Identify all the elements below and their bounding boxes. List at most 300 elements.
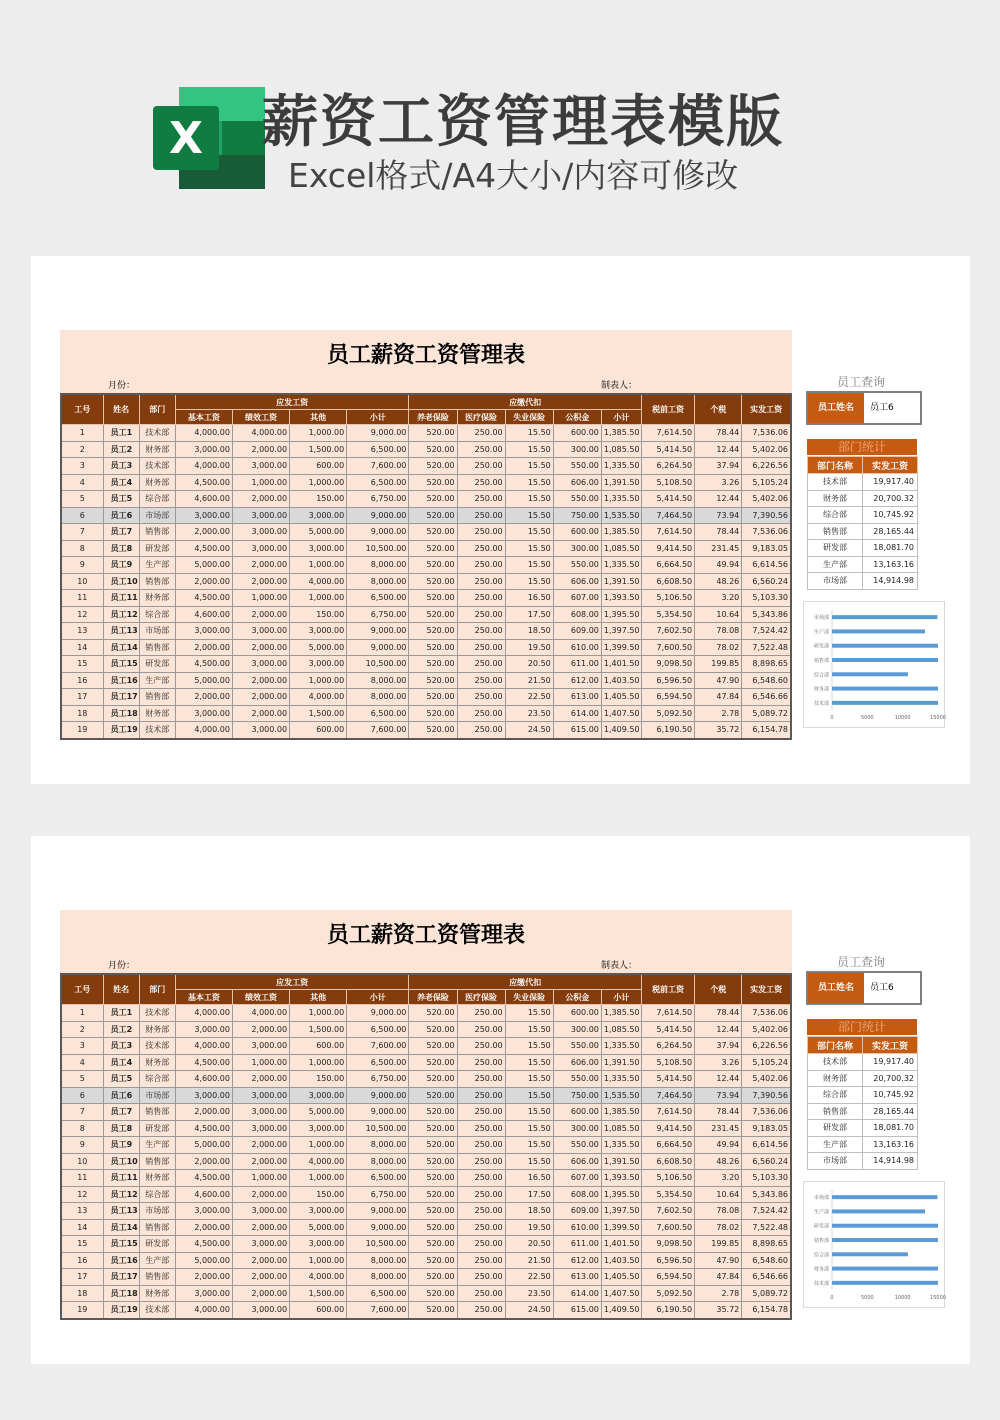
table-cell: 2,000.00 xyxy=(232,1219,289,1236)
table-cell: 613.00 xyxy=(553,1269,601,1286)
table-row xyxy=(61,656,791,673)
table-cell: 750.00 xyxy=(553,1087,601,1104)
table-cell: 37.94 xyxy=(695,1038,742,1055)
query-input[interactable]: 员工6 xyxy=(870,403,894,413)
table-cell: 550.00 xyxy=(553,1038,601,1055)
table-cell: 250.00 xyxy=(457,491,505,508)
chart-category-label: 研发部 xyxy=(813,1223,829,1230)
table-cell: 520.00 xyxy=(409,491,457,508)
table-cell: 1,535.50 xyxy=(601,507,641,524)
table-cell: 4,500.00 xyxy=(175,1236,232,1253)
table-cell: 250.00 xyxy=(457,507,505,524)
table-cell: 1,393.50 xyxy=(601,1170,641,1187)
table-cell: 10 xyxy=(61,573,103,590)
table-cell: 3,000.00 xyxy=(232,1087,289,1104)
table-cell: 7,614.50 xyxy=(642,1005,695,1022)
table-cell: 6,500.00 xyxy=(347,441,409,458)
table-cell: 520.00 xyxy=(409,1219,457,1236)
month-label: 月份： xyxy=(108,961,136,971)
query-label: 员工姓名 xyxy=(808,393,864,423)
table-cell: 78.02 xyxy=(695,1219,742,1236)
table-cell: 5,089.72 xyxy=(742,1285,791,1302)
table-cell: 1,335.50 xyxy=(601,1071,641,1088)
table-cell: 财务部 xyxy=(139,1054,175,1071)
table-cell: 600.00 xyxy=(553,1005,601,1022)
chart-tick-label: 10000 xyxy=(894,1295,911,1301)
table-cell: 8,898.65 xyxy=(742,1236,791,1253)
table-cell: 6,264.50 xyxy=(642,458,695,475)
table-cell: 9 xyxy=(61,557,103,574)
table-cell: 财务部 xyxy=(139,1021,175,1038)
table-row xyxy=(61,573,791,590)
table-cell: 520.00 xyxy=(409,623,457,640)
col-header: 失业保险 xyxy=(505,990,553,1005)
table-cell: 15 xyxy=(61,1236,103,1253)
table-cell: 4,000.00 xyxy=(175,425,232,442)
payroll-table xyxy=(60,973,792,1320)
table-cell: 10,500.00 xyxy=(347,1120,409,1137)
table-cell: 250.00 xyxy=(457,1021,505,1038)
table-cell: 2,000.00 xyxy=(232,491,289,508)
table-cell: 1,397.50 xyxy=(601,623,641,640)
table-row xyxy=(61,425,791,442)
table-row xyxy=(61,1252,791,1269)
table-cell: 250.00 xyxy=(457,623,505,640)
dept-name: 综合部 xyxy=(808,1087,863,1104)
table-cell: 3,000.00 xyxy=(232,458,289,475)
table-cell: 250.00 xyxy=(457,1269,505,1286)
table-cell: 5,414.50 xyxy=(642,1021,695,1038)
chart-bar xyxy=(832,644,938,648)
table-cell: 231.45 xyxy=(695,540,742,557)
table-cell: 7 xyxy=(61,1104,103,1121)
table-cell: 2,000.00 xyxy=(175,639,232,656)
table-cell: 250.00 xyxy=(457,672,505,689)
table-cell: 300.00 xyxy=(553,441,601,458)
table-row xyxy=(61,1087,791,1104)
table-cell: 6,614.56 xyxy=(742,1137,791,1154)
table-cell: 250.00 xyxy=(457,1236,505,1253)
query-box xyxy=(806,391,922,425)
table-cell: 1,393.50 xyxy=(601,590,641,607)
chart-category-label: 销售部 xyxy=(813,1238,829,1244)
table-cell: 5,103.30 xyxy=(742,1170,791,1187)
table-cell: 13 xyxy=(61,1203,103,1220)
table-cell: 1,085.50 xyxy=(601,441,641,458)
table-cell: 6 xyxy=(61,1087,103,1104)
table-row xyxy=(61,474,791,491)
table-cell: 技术部 xyxy=(139,1005,175,1022)
table-cell: 250.00 xyxy=(457,1104,505,1121)
chart-category-label: 研发部 xyxy=(813,643,829,650)
table-cell: 12 xyxy=(61,1186,103,1203)
col-header: 绩效工资 xyxy=(232,410,289,425)
chart-bar xyxy=(832,1267,938,1271)
table-cell: 员工4 xyxy=(103,1054,139,1071)
table-cell: 1,500.00 xyxy=(290,441,347,458)
table-cell: 9,000.00 xyxy=(347,425,409,442)
col-group-header: 应发工资 xyxy=(175,974,409,990)
table-cell: 300.00 xyxy=(553,1120,601,1137)
table-cell: 市场部 xyxy=(139,623,175,640)
table-cell: 员工16 xyxy=(103,1252,139,1269)
col-header: 基本工资 xyxy=(175,410,232,425)
chart-bar xyxy=(832,1195,937,1199)
table-cell: 1,385.50 xyxy=(601,1104,641,1121)
table-cell: 6,546.66 xyxy=(742,1269,791,1286)
table-cell: 12 xyxy=(61,606,103,623)
table-cell: 150.00 xyxy=(290,606,347,623)
table-cell: 15.50 xyxy=(505,425,553,442)
table-cell: 250.00 xyxy=(457,1054,505,1071)
table-cell: 4,000.00 xyxy=(290,1269,347,1286)
table-cell: 15.50 xyxy=(505,507,553,524)
table-cell: 4,000.00 xyxy=(175,1005,232,1022)
table-cell: 18.50 xyxy=(505,1203,553,1220)
table-cell: 1,085.50 xyxy=(601,1021,641,1038)
table-cell: 520.00 xyxy=(409,689,457,706)
table-cell: 614.00 xyxy=(553,705,601,722)
table-row xyxy=(61,458,791,475)
dept-name: 生产部 xyxy=(808,1136,863,1153)
table-cell: 3,000.00 xyxy=(232,722,289,739)
table-cell: 研发部 xyxy=(139,1236,175,1253)
col-header: 部门 xyxy=(139,974,175,1005)
table-cell: 3,000.00 xyxy=(232,1302,289,1319)
table-cell: 9,000.00 xyxy=(347,623,409,640)
table-cell: 2,000.00 xyxy=(232,672,289,689)
col-header: 部门名称 xyxy=(808,457,863,474)
table-cell: 10 xyxy=(61,1153,103,1170)
table-cell: 21.50 xyxy=(505,1252,553,1269)
table-cell: 600.00 xyxy=(553,425,601,442)
dept-net-pay: 13,163.16 xyxy=(863,1136,918,1153)
table-cell: 1,000.00 xyxy=(290,672,347,689)
table-cell: 2,000.00 xyxy=(232,1186,289,1203)
table-cell: 16 xyxy=(61,672,103,689)
dept-name: 技术部 xyxy=(808,1054,863,1071)
table-cell: 17 xyxy=(61,689,103,706)
table-cell: 5,106.50 xyxy=(642,590,695,607)
dept-net-pay: 18,081.70 xyxy=(863,1120,918,1137)
col-header: 公积金 xyxy=(553,990,601,1005)
table-cell: 9,000.00 xyxy=(347,1005,409,1022)
table-cell: 5,108.50 xyxy=(642,1054,695,1071)
dept-net-pay: 13,163.16 xyxy=(863,556,918,573)
table-cell: 520.00 xyxy=(409,1021,457,1038)
table-cell: 24.50 xyxy=(505,722,553,739)
query-input[interactable]: 员工6 xyxy=(870,983,894,993)
table-cell: 520.00 xyxy=(409,606,457,623)
table-cell: 18 xyxy=(61,1285,103,1302)
table-cell: 1,000.00 xyxy=(290,557,347,574)
dept-name: 财务部 xyxy=(808,490,863,507)
table-cell: 4,000.00 xyxy=(290,573,347,590)
table-cell: 9 xyxy=(61,1137,103,1154)
table-cell: 15.50 xyxy=(505,524,553,541)
table-row xyxy=(61,540,791,557)
table-cell: 600.00 xyxy=(290,1038,347,1055)
table-cell: 员工2 xyxy=(103,1021,139,1038)
table-cell: 9,000.00 xyxy=(347,507,409,524)
table-cell: 1,385.50 xyxy=(601,1005,641,1022)
table-cell: 财务部 xyxy=(139,474,175,491)
table-cell: 16.50 xyxy=(505,590,553,607)
table-cell: 613.00 xyxy=(553,689,601,706)
table-cell: 4,000.00 xyxy=(175,1302,232,1319)
table-cell: 49.94 xyxy=(695,1137,742,1154)
table-cell: 1,409.50 xyxy=(601,722,641,739)
dept-net-pay: 20,700.32 xyxy=(863,490,918,507)
table-cell: 250.00 xyxy=(457,1252,505,1269)
table-cell: 1,000.00 xyxy=(290,1005,347,1022)
table-cell: 员工15 xyxy=(103,1236,139,1253)
table-cell: 611.00 xyxy=(553,656,601,673)
table-cell: 5,354.50 xyxy=(642,606,695,623)
table-cell: 3.26 xyxy=(695,474,742,491)
table-cell: 8,000.00 xyxy=(347,1153,409,1170)
table-cell: 78.44 xyxy=(695,425,742,442)
table-cell: 520.00 xyxy=(409,1203,457,1220)
table-cell: 5,343.86 xyxy=(742,606,791,623)
table-cell: 7,600.00 xyxy=(347,1038,409,1055)
table-cell: 199.85 xyxy=(695,1236,742,1253)
table-cell: 技术部 xyxy=(139,1302,175,1319)
table-cell: 520.00 xyxy=(409,639,457,656)
table-cell: 17.50 xyxy=(505,1186,553,1203)
dept-row xyxy=(808,1054,918,1071)
table-row xyxy=(61,1038,791,1055)
table-cell: 3,000.00 xyxy=(232,524,289,541)
chart-category-label: 技术部 xyxy=(813,1280,829,1287)
table-cell: 9,000.00 xyxy=(347,524,409,541)
table-cell: 销售部 xyxy=(139,1153,175,1170)
table-cell: 8,000.00 xyxy=(347,1252,409,1269)
month-label: 月份： xyxy=(108,381,136,391)
dept-row xyxy=(808,1087,918,1104)
table-cell: 3,000.00 xyxy=(175,1021,232,1038)
chart-bar xyxy=(832,615,937,619)
chart-category-label: 销售部 xyxy=(813,658,829,664)
table-cell: 250.00 xyxy=(457,1137,505,1154)
table-cell: 48.26 xyxy=(695,1153,742,1170)
table-row xyxy=(61,441,791,458)
table-cell: 员工3 xyxy=(103,458,139,475)
table-cell: 10.64 xyxy=(695,1186,742,1203)
table-cell: 19 xyxy=(61,722,103,739)
table-cell: 1,391.50 xyxy=(601,573,641,590)
table-row xyxy=(61,672,791,689)
table-cell: 300.00 xyxy=(553,1021,601,1038)
table-cell: 员工14 xyxy=(103,1219,139,1236)
table-cell: 1,000.00 xyxy=(290,1252,347,1269)
table-cell: 3,000.00 xyxy=(175,1203,232,1220)
table-cell: 78.02 xyxy=(695,639,742,656)
table-cell: 15.50 xyxy=(505,1137,553,1154)
table-cell: 8 xyxy=(61,1120,103,1137)
table-cell: 10,500.00 xyxy=(347,1236,409,1253)
dept-net-pay: 19,917.40 xyxy=(863,1054,918,1071)
table-cell: 员工1 xyxy=(103,425,139,442)
table-cell: 员工17 xyxy=(103,689,139,706)
table-cell: 2,000.00 xyxy=(232,557,289,574)
table-cell: 5,000.00 xyxy=(175,557,232,574)
table-cell: 5,414.50 xyxy=(642,1071,695,1088)
table-cell: 9,000.00 xyxy=(347,1219,409,1236)
dept-row xyxy=(808,1120,918,1137)
table-cell: 6,750.00 xyxy=(347,606,409,623)
col-header: 小计 xyxy=(347,990,409,1005)
col-header: 小计 xyxy=(347,410,409,425)
table-cell: 销售部 xyxy=(139,1219,175,1236)
dept-row xyxy=(808,540,918,557)
table-cell: 19.50 xyxy=(505,1219,553,1236)
table-cell: 7,536.06 xyxy=(742,1104,791,1121)
table-cell: 4,000.00 xyxy=(290,689,347,706)
table-cell: 520.00 xyxy=(409,1087,457,1104)
table-cell: 1,401.50 xyxy=(601,656,641,673)
table-cell: 6,560.24 xyxy=(742,1153,791,1170)
table-cell: 1,395.50 xyxy=(601,1186,641,1203)
excel-icon xyxy=(153,87,265,189)
chart-bar xyxy=(832,1224,938,1228)
col-header: 绩效工资 xyxy=(232,990,289,1005)
table-cell: 615.00 xyxy=(553,722,601,739)
table-cell: 1,000.00 xyxy=(232,1054,289,1071)
table-cell: 1,405.50 xyxy=(601,1269,641,1286)
table-cell: 5,105.24 xyxy=(742,1054,791,1071)
table-row xyxy=(61,491,791,508)
table-cell: 15.50 xyxy=(505,1104,553,1121)
query-title: 员工查询 xyxy=(837,955,886,969)
table-cell: 员工7 xyxy=(103,524,139,541)
table-cell: 1,403.50 xyxy=(601,1252,641,1269)
table-cell: 3,000.00 xyxy=(232,656,289,673)
table-cell: 47.90 xyxy=(695,672,742,689)
sheet-header xyxy=(60,330,792,393)
table-cell: 16 xyxy=(61,1252,103,1269)
table-cell: 15.50 xyxy=(505,441,553,458)
table-cell: 250.00 xyxy=(457,656,505,673)
table-cell: 财务部 xyxy=(139,1285,175,1302)
table-cell: 150.00 xyxy=(290,1071,347,1088)
table-cell: 750.00 xyxy=(553,507,601,524)
dept-bar-chart xyxy=(803,601,945,728)
col-header: 医疗保险 xyxy=(457,990,505,1005)
table-cell: 550.00 xyxy=(553,1137,601,1154)
table-row xyxy=(61,722,791,739)
table-cell: 员工8 xyxy=(103,1120,139,1137)
dept-net-pay: 14,914.98 xyxy=(863,1153,918,1170)
table-cell: 1,335.50 xyxy=(601,557,641,574)
chart-bar xyxy=(832,1281,938,1285)
table-cell: 3,000.00 xyxy=(232,1104,289,1121)
table-cell: 520.00 xyxy=(409,1104,457,1121)
table-cell: 7,524.42 xyxy=(742,623,791,640)
table-cell: 520.00 xyxy=(409,507,457,524)
table-cell: 5,354.50 xyxy=(642,1186,695,1203)
table-cell: 7,600.50 xyxy=(642,1219,695,1236)
table-cell: 6,614.56 xyxy=(742,557,791,574)
table-cell: 6,500.00 xyxy=(347,1054,409,1071)
table-cell: 520.00 xyxy=(409,1252,457,1269)
chart-bar xyxy=(832,687,938,691)
table-cell: 2,000.00 xyxy=(232,1252,289,1269)
table-cell: 1,409.50 xyxy=(601,1302,641,1319)
col-header: 失业保险 xyxy=(505,410,553,425)
col-header: 工号 xyxy=(61,974,103,1005)
table-cell: 6,560.24 xyxy=(742,573,791,590)
table-cell: 35.72 xyxy=(695,1302,742,1319)
table-cell: 2,000.00 xyxy=(232,705,289,722)
table-cell: 技术部 xyxy=(139,458,175,475)
payroll-table xyxy=(60,393,792,740)
table-cell: 612.00 xyxy=(553,1252,601,1269)
table-cell: 4,000.00 xyxy=(232,1005,289,1022)
col-group-header: 应发工资 xyxy=(175,394,409,410)
table-cell: 5,103.30 xyxy=(742,590,791,607)
table-cell: 市场部 xyxy=(139,1087,175,1104)
table-cell: 600.00 xyxy=(290,1302,347,1319)
table-cell: 520.00 xyxy=(409,441,457,458)
table-row xyxy=(61,1153,791,1170)
table-cell: 35.72 xyxy=(695,722,742,739)
table-cell: 8,898.65 xyxy=(742,656,791,673)
col-header: 小计 xyxy=(601,410,641,425)
table-cell: 250.00 xyxy=(457,722,505,739)
table-cell: 550.00 xyxy=(553,557,601,574)
table-cell: 6,608.50 xyxy=(642,1153,695,1170)
table-cell: 15.50 xyxy=(505,1054,553,1071)
table-cell: 1,000.00 xyxy=(290,1170,347,1187)
table-row xyxy=(61,639,791,656)
dept-name: 销售部 xyxy=(808,523,863,540)
table-cell: 1,500.00 xyxy=(290,705,347,722)
col-header: 小计 xyxy=(601,990,641,1005)
table-cell: 9,098.50 xyxy=(642,656,695,673)
table-cell: 15.50 xyxy=(505,1038,553,1055)
table-cell: 8,000.00 xyxy=(347,557,409,574)
maker-label: 制表人： xyxy=(601,381,638,391)
col-header: 税前工资 xyxy=(642,394,695,425)
table-cell: 13 xyxy=(61,623,103,640)
table-cell: 520.00 xyxy=(409,1054,457,1071)
table-cell: 员工10 xyxy=(103,1153,139,1170)
table-row xyxy=(61,1071,791,1088)
table-cell: 611.00 xyxy=(553,1236,601,1253)
table-cell: 2,000.00 xyxy=(175,689,232,706)
table-row xyxy=(61,1302,791,1319)
table-cell: 607.00 xyxy=(553,1170,601,1187)
table-cell: 员工3 xyxy=(103,1038,139,1055)
table-cell: 4,600.00 xyxy=(175,1186,232,1203)
table-cell: 综合部 xyxy=(139,491,175,508)
table-cell: 2,000.00 xyxy=(232,1269,289,1286)
table-cell: 销售部 xyxy=(139,1269,175,1286)
table-cell: 1,407.50 xyxy=(601,705,641,722)
chart-bar xyxy=(832,658,938,662)
table-cell: 2,000.00 xyxy=(175,1104,232,1121)
table-cell: 8,000.00 xyxy=(347,689,409,706)
table-cell: 生产部 xyxy=(139,672,175,689)
table-cell: 2,000.00 xyxy=(232,639,289,656)
chart-bar xyxy=(832,1209,925,1213)
table-cell: 520.00 xyxy=(409,1071,457,1088)
dept-name: 技术部 xyxy=(808,474,863,491)
table-cell: 1,397.50 xyxy=(601,1203,641,1220)
table-cell: 8,000.00 xyxy=(347,573,409,590)
col-header: 部门 xyxy=(139,394,175,425)
